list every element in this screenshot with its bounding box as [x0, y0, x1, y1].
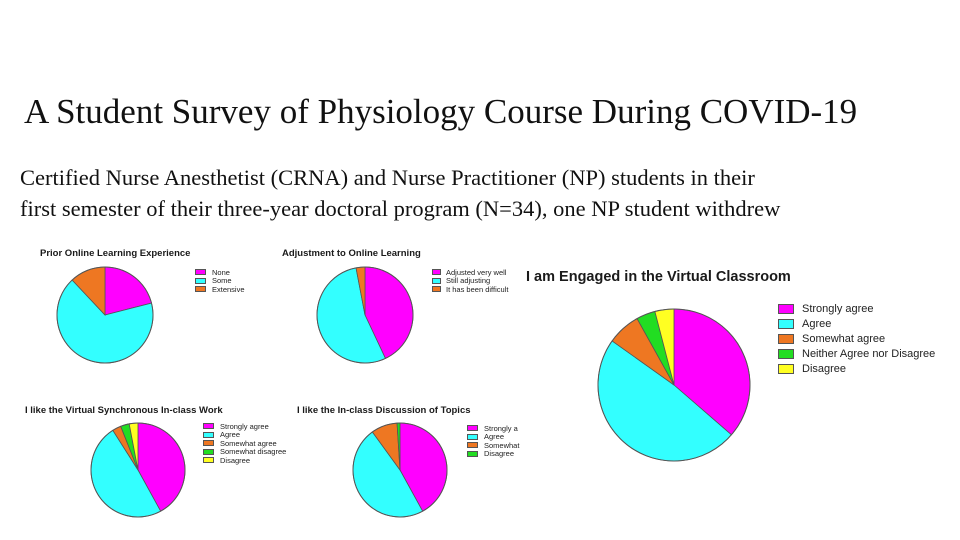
legend-item: [778, 347, 960, 362]
legend-label: Somewhat: [484, 441, 520, 450]
legend-swatch: [432, 278, 441, 284]
chart-title: I like the In-class Discussion of Topics: [297, 405, 471, 416]
chart-title: I like the Virtual Synchronous In-class Work: [25, 405, 223, 416]
legend-swatch: [432, 286, 441, 292]
pie-svg: [30, 245, 280, 370]
legend-label: Disagree: [484, 449, 515, 458]
legend-swatch: [203, 440, 214, 446]
legend-item: [467, 433, 522, 442]
legend-label: Strongly a: [484, 424, 518, 433]
legend-label: Somewhat agree: [220, 439, 277, 448]
legend-item: [778, 316, 960, 331]
page-title: A Student Survey of Physiology Course During COVID-19: [24, 92, 858, 131]
legend-label: Neither Agree nor Disagree: [802, 348, 936, 361]
chart-engaged-virtual-classroom: [515, 265, 960, 465]
legend-swatch: [778, 349, 794, 359]
chart-legend: [778, 301, 960, 377]
chart-legend: [432, 268, 517, 294]
legend-item: [195, 277, 280, 286]
legend-swatch: [195, 269, 206, 275]
legend-label: Still adjusting: [446, 276, 491, 285]
legend-label: Disagree: [802, 363, 847, 376]
legend-swatch: [195, 286, 206, 292]
pie-svg: [290, 402, 540, 527]
legend-label: Somewhat disagree: [220, 447, 287, 456]
legend-label: Agree: [484, 432, 505, 441]
chart-inclass-discussion: [290, 402, 540, 527]
legend-swatch: [467, 442, 478, 448]
legend-swatch: [203, 423, 214, 429]
page-subtitle: [20, 162, 950, 224]
subtitle-line-2: first semester of their three-year doctoral program (N=34), one NP student withdrew: [20, 196, 781, 221]
legend-label: Some: [212, 276, 232, 285]
legend-swatch: [432, 269, 441, 275]
legend-swatch: [203, 432, 214, 438]
legend-label: Extensive: [212, 285, 245, 294]
pie-svg: [275, 245, 525, 370]
chart-title: Prior Online Learning Experience: [40, 248, 191, 259]
legend-label: Strongly agree: [802, 302, 874, 315]
legend-item: [467, 424, 522, 433]
legend-swatch: [778, 319, 794, 329]
legend-item: [778, 301, 960, 316]
chart-virtual-synchronous-work: [20, 402, 290, 527]
subtitle-line-1: Certified Nurse Anesthetist (CRNA) and Nurse Practitioner (NP) students in their: [20, 165, 755, 190]
legend-item: [203, 431, 290, 440]
legend-item: [432, 285, 517, 294]
legend-swatch: [778, 334, 794, 344]
legend-item: [778, 362, 960, 377]
legend-label: Adjusted very well: [446, 268, 507, 277]
chart-prior-online-learning: [30, 245, 280, 370]
chart-title: I am Engaged in the Virtual Classroom: [526, 269, 791, 285]
legend-label: Somewhat agree: [802, 332, 886, 345]
legend-item: [203, 439, 290, 448]
legend-item: [467, 441, 522, 450]
legend-label: Strongly agree: [220, 422, 269, 431]
pie-svg: [20, 402, 290, 527]
legend-item: [203, 422, 290, 431]
legend-swatch: [467, 451, 478, 457]
legend-swatch: [467, 434, 478, 440]
legend-item: [203, 448, 290, 457]
legend-label: Disagree: [220, 456, 251, 465]
legend-item: [195, 285, 280, 294]
legend-label: Agree: [802, 317, 832, 330]
legend-swatch: [778, 364, 794, 374]
chart-legend: [467, 424, 522, 458]
legend-item: [203, 456, 290, 465]
legend-swatch: [203, 457, 214, 463]
legend-item: [195, 268, 280, 277]
legend-item: [467, 450, 522, 459]
chart-legend: [203, 422, 290, 465]
legend-swatch: [203, 449, 214, 455]
legend-label: It has been difficult: [446, 285, 509, 294]
legend-item: [432, 268, 517, 277]
legend-swatch: [467, 425, 478, 431]
chart-adjustment-online-learning: [275, 245, 525, 370]
legend-item: [778, 331, 960, 346]
chart-legend: [195, 268, 280, 294]
legend-label: None: [212, 268, 230, 277]
chart-title: Adjustment to Online Learning: [282, 248, 421, 259]
legend-swatch: [195, 278, 206, 284]
legend-label: Agree: [220, 430, 241, 439]
legend-item: [432, 277, 517, 286]
legend-swatch: [778, 304, 794, 314]
